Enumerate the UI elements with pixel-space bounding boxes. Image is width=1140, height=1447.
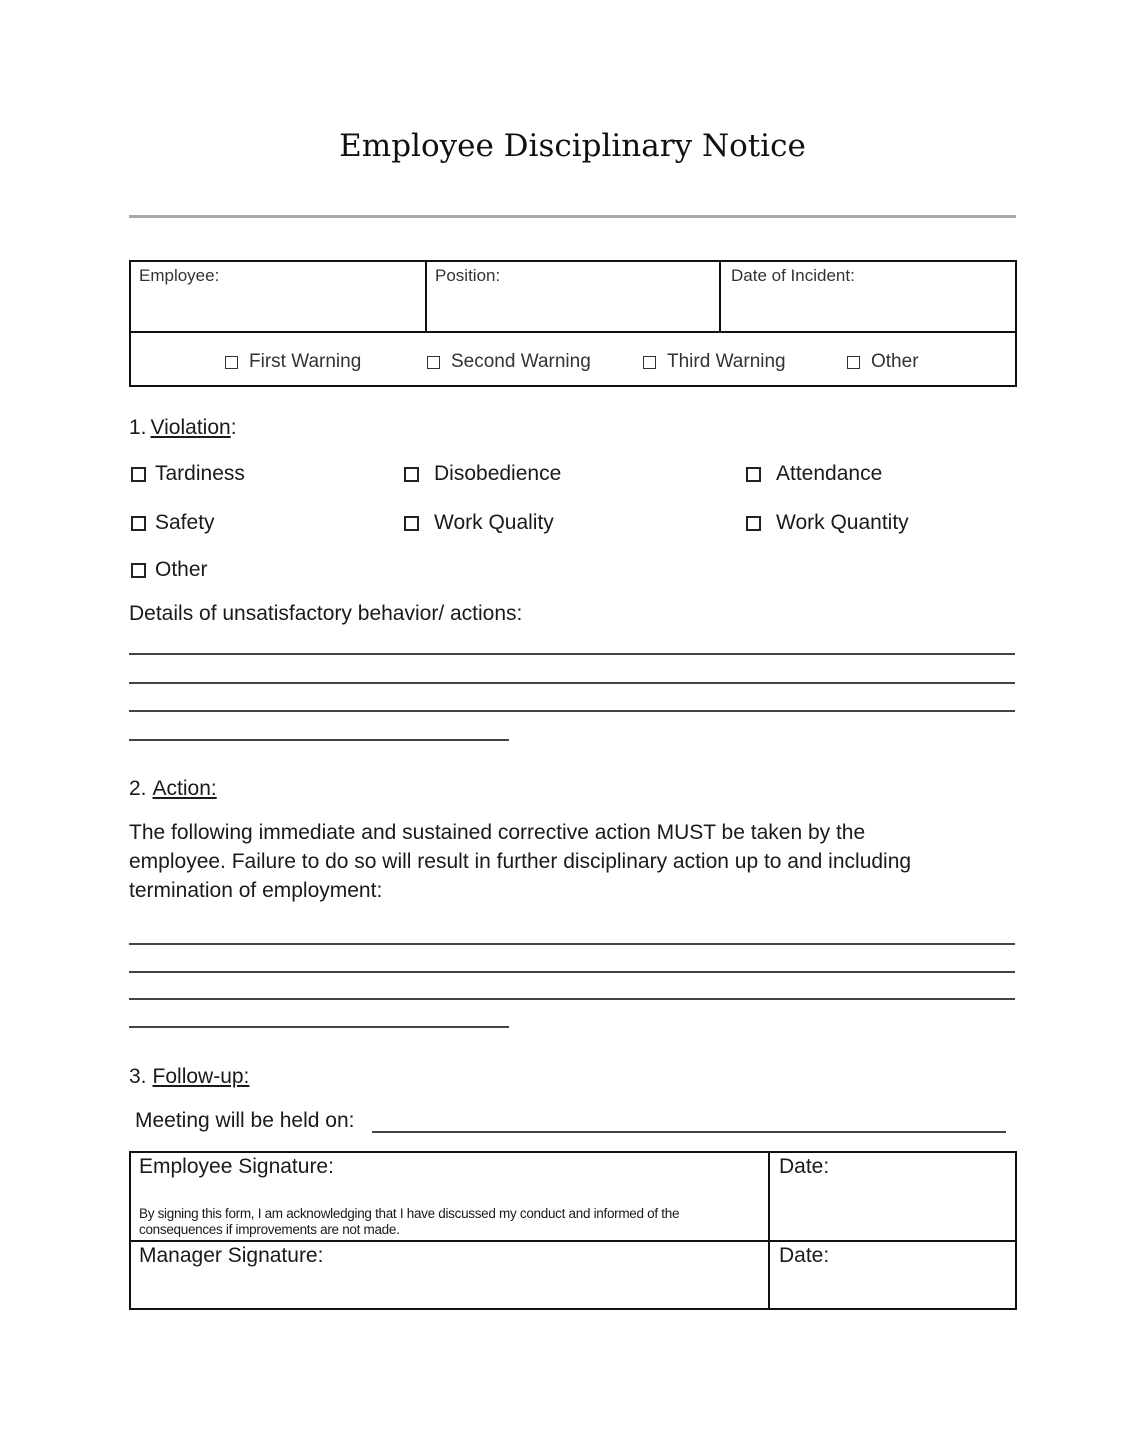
table-col-divider xyxy=(425,260,427,332)
checkbox-label: Disobedience xyxy=(434,462,562,485)
checkbox-icon[interactable] xyxy=(131,467,146,482)
position-field-label[interactable]: Position: xyxy=(435,266,501,285)
action-description xyxy=(129,818,1009,905)
title-divider xyxy=(129,215,1016,218)
checkbox-icon[interactable] xyxy=(643,356,656,369)
employee-field-label[interactable]: Employee: xyxy=(139,266,220,285)
checkbox-icon[interactable] xyxy=(746,467,761,482)
checkbox-label: Tardiness xyxy=(155,462,245,485)
employee-signature-date-field[interactable]: Date: xyxy=(779,1155,830,1178)
manager-signature-date-field[interactable]: Date: xyxy=(779,1244,830,1267)
checkbox-icon[interactable] xyxy=(404,516,419,531)
employee-signature-field[interactable]: Employee Signature: xyxy=(139,1155,334,1178)
checkbox-other-violation[interactable] xyxy=(131,558,208,582)
violation-heading: 1. Violation: xyxy=(129,416,237,439)
checkbox-work-quantity[interactable] xyxy=(746,511,909,535)
page-title: Employee Disciplinary Notice xyxy=(339,128,806,164)
checkbox-first-warning[interactable] xyxy=(225,351,361,373)
action-heading: 2. Action: xyxy=(129,777,217,800)
table-row-divider xyxy=(129,1240,1017,1242)
paragraph-line: employee. Failure to do so will result in further disciplinary action up to and including xyxy=(129,850,912,873)
action-input-line[interactable] xyxy=(129,998,1015,1000)
checkbox-icon[interactable] xyxy=(427,356,440,369)
details-input-line[interactable] xyxy=(129,710,1015,712)
details-input-line[interactable] xyxy=(129,739,509,741)
checkbox-label: Second Warning xyxy=(451,351,591,372)
details-label: Details of unsatisfactory behavior/ actions: xyxy=(129,602,523,625)
checkbox-disobedience[interactable] xyxy=(404,462,561,486)
checkbox-label: Safety xyxy=(155,511,215,534)
checkbox-icon[interactable] xyxy=(131,516,146,531)
table-col-divider xyxy=(768,1151,770,1310)
checkbox-icon[interactable] xyxy=(225,356,238,369)
checkbox-other-warning[interactable] xyxy=(847,351,919,373)
checkbox-label: Attendance xyxy=(776,462,883,485)
checkbox-label: Other xyxy=(155,558,208,581)
followup-heading: 3. Follow-up: xyxy=(129,1065,250,1088)
checkbox-label: Other xyxy=(871,351,919,372)
paragraph-line: The following immediate and sustained corrective action MUST be taken by the xyxy=(129,821,866,844)
meeting-date-input-line[interactable] xyxy=(372,1131,1006,1133)
details-input-line[interactable] xyxy=(129,682,1015,684)
checkbox-icon[interactable] xyxy=(847,356,860,369)
meeting-label: Meeting will be held on: xyxy=(135,1109,355,1132)
table-row-divider xyxy=(129,331,1017,333)
checkbox-label: First Warning xyxy=(249,351,362,372)
checkbox-attendance[interactable] xyxy=(746,462,882,486)
date-of-incident-field-label[interactable]: Date of Incident: xyxy=(731,266,855,285)
acknowledgement-text: By signing this form, I am acknowledging that I have discussed my conduct and informed of the consequences if improvements are not made. xyxy=(139,1206,680,1237)
checkbox-work-quality[interactable] xyxy=(404,511,554,535)
checkbox-label: Work Quality xyxy=(434,511,554,534)
checkbox-icon[interactable] xyxy=(404,467,419,482)
checkbox-second-warning[interactable] xyxy=(427,351,591,373)
details-input-line[interactable] xyxy=(129,653,1015,655)
action-input-line[interactable] xyxy=(129,1026,509,1028)
checkbox-icon[interactable] xyxy=(746,516,761,531)
table-col-divider xyxy=(719,260,721,332)
action-input-line[interactable] xyxy=(129,971,1015,973)
checkbox-safety[interactable] xyxy=(131,511,215,535)
paragraph-line: termination of employment: xyxy=(129,879,383,902)
checkbox-label: Third Warning xyxy=(667,351,786,372)
action-input-line[interactable] xyxy=(129,943,1015,945)
checkbox-tardiness[interactable] xyxy=(131,462,245,486)
checkbox-icon[interactable] xyxy=(131,563,146,578)
checkbox-label: Work Quantity xyxy=(776,511,909,534)
checkbox-third-warning[interactable] xyxy=(643,351,786,373)
manager-signature-field[interactable]: Manager Signature: xyxy=(139,1244,324,1267)
